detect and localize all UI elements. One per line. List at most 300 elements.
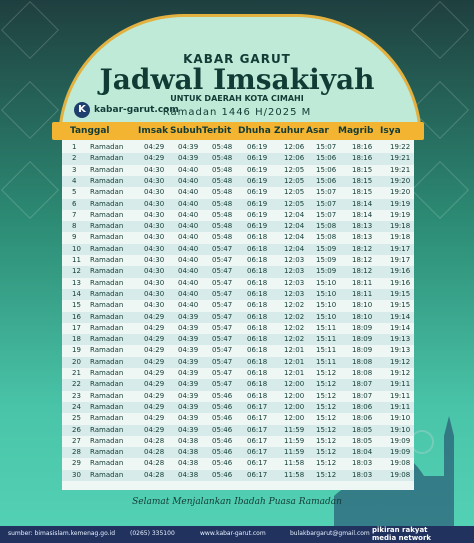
table-cell: 05:47 <box>212 369 233 377</box>
table-cell: 18:13 <box>352 233 373 242</box>
table-cell: 15:11 <box>316 346 337 355</box>
column-header-dhuha: Dhuha <box>238 126 271 136</box>
table-row <box>62 357 414 368</box>
table-cell: Ramadan <box>90 369 124 377</box>
site-url: kabar-garut.com <box>94 105 179 115</box>
table-cell: 04:40 <box>178 188 199 197</box>
table-cell: 15:12 <box>316 459 337 468</box>
table-cell: 04:30 <box>144 278 165 287</box>
table-cell: 19:08 <box>390 470 411 479</box>
table-cell: 27 <box>72 436 81 445</box>
table-cell: 19:17 <box>390 244 411 253</box>
table-cell: 19:12 <box>390 369 411 377</box>
table-cell: 05:48 <box>212 165 233 174</box>
table-cell: Ramadan <box>90 176 124 185</box>
footer-greeting: Selamat Menjalankan Ibadah Puasa Ramadan <box>132 497 342 507</box>
table-row <box>62 210 414 221</box>
table-cell: Ramadan <box>90 414 124 423</box>
table-cell: 18:15 <box>352 165 373 174</box>
table-row <box>62 402 414 413</box>
table-cell: 19:11 <box>390 391 411 400</box>
table-cell: 06:18 <box>247 323 268 332</box>
table-cell: 04:30 <box>144 256 165 264</box>
table-cell: 06:18 <box>247 278 268 287</box>
table-cell: 15:11 <box>316 357 337 366</box>
table-cell: 18:10 <box>352 301 373 310</box>
table-cell: 04:40 <box>178 176 199 185</box>
table-cell: 14 <box>72 289 81 298</box>
table-cell: 24 <box>72 402 81 411</box>
table-cell: 04:29 <box>144 357 165 366</box>
table-cell: Ramadan <box>90 222 124 231</box>
network-badge <box>372 526 464 543</box>
table-cell: 15:07 <box>316 188 337 197</box>
site-logo-icon: K <box>74 102 90 118</box>
table-cell: 12:05 <box>284 165 305 174</box>
table-cell: 04:38 <box>178 470 199 479</box>
table-cell: 06:17 <box>247 414 268 423</box>
page-subtitle: UNTUK DAERAH KOTA CIMAHI <box>170 94 304 103</box>
table-cell: 15:12 <box>316 391 337 400</box>
table-cell: 11:58 <box>284 459 305 468</box>
table-cell: 04:29 <box>144 154 165 163</box>
table-row <box>62 244 414 255</box>
table-cell: 19:13 <box>390 346 411 355</box>
table-cell: 04:29 <box>144 402 165 411</box>
table-cell: 15:06 <box>316 165 337 174</box>
table-cell: 18:07 <box>352 391 373 400</box>
table-cell: 11:59 <box>284 448 305 457</box>
table-cell: 05:46 <box>212 470 233 479</box>
table-cell: 2 <box>72 154 77 163</box>
table-cell: 15:12 <box>316 425 337 434</box>
table-cell: 05:47 <box>212 267 233 276</box>
table-cell: 3 <box>72 165 77 174</box>
table-cell: 15:12 <box>316 470 337 479</box>
table-cell: 22 <box>72 380 81 389</box>
footer-source: sumber: bimasislam.kemenag.go.id <box>8 530 116 537</box>
table-cell: 05:48 <box>212 176 233 185</box>
table-cell: 04:40 <box>178 267 199 276</box>
table-cell: 19:18 <box>390 222 411 231</box>
table-cell: 05:48 <box>212 143 233 151</box>
table-cell: Ramadan <box>90 267 124 276</box>
table-cell: 7 <box>72 210 77 219</box>
table-cell: 06:19 <box>247 210 268 219</box>
table-cell: 04:29 <box>144 143 165 151</box>
table-cell: 06:18 <box>247 289 268 298</box>
table-cell: 04:30 <box>144 222 165 231</box>
table-cell: 04:40 <box>178 199 199 208</box>
table-cell: Ramadan <box>90 448 124 457</box>
table-cell: 04:30 <box>144 210 165 219</box>
table-cell: 04:39 <box>178 312 199 321</box>
table-cell: 11:59 <box>284 425 305 434</box>
table-row <box>62 232 414 243</box>
table-row <box>62 413 414 424</box>
table-cell: 12:00 <box>284 414 305 423</box>
table-cell: 05:47 <box>212 278 233 287</box>
table-cell: 12:00 <box>284 391 305 400</box>
table-cell: 06:19 <box>247 154 268 163</box>
column-header-zuhur: Zuhur <box>274 126 305 136</box>
table-cell: 30 <box>72 470 81 479</box>
table-cell: 06:19 <box>247 199 268 208</box>
table-cell: 18:08 <box>352 357 373 366</box>
table-cell: 05:47 <box>212 380 233 389</box>
table-cell: 18:09 <box>352 335 373 344</box>
schedule-table <box>62 122 414 490</box>
table-cell: 05:46 <box>212 436 233 445</box>
table-cell: 12:06 <box>284 154 305 163</box>
table-cell: 12 <box>72 267 81 276</box>
table-cell: 15:07 <box>316 199 337 208</box>
table-cell: Ramadan <box>90 323 124 332</box>
table-cell: 4 <box>72 176 77 185</box>
table-cell: 15:06 <box>316 176 337 185</box>
table-cell: 12:01 <box>284 369 305 377</box>
table-cell: 06:18 <box>247 256 268 264</box>
table-cell: 19:21 <box>390 154 411 163</box>
table-cell: 04:29 <box>144 312 165 321</box>
table-row <box>62 345 414 356</box>
table-cell: 12:05 <box>284 188 305 197</box>
footer-email[interactable]: bulakbargarut@gmail.com <box>290 530 370 537</box>
table-cell: 13 <box>72 278 81 287</box>
table-cell: 18:05 <box>352 425 373 434</box>
table-cell: 18:12 <box>352 267 373 276</box>
table-cell: 04:40 <box>178 222 199 231</box>
table-cell: 15 <box>72 301 81 310</box>
table-cell: 1 <box>72 143 77 151</box>
table-cell: Ramadan <box>90 380 124 389</box>
table-cell: 15:11 <box>316 335 337 344</box>
table-cell: 04:39 <box>178 357 199 366</box>
table-row <box>62 266 414 277</box>
table-cell: 18:07 <box>352 380 373 389</box>
table-cell: 05:48 <box>212 222 233 231</box>
table-cell: Ramadan <box>90 210 124 219</box>
table-cell: 05:47 <box>212 335 233 344</box>
table-cell: 04:39 <box>178 335 199 344</box>
table-cell: 06:19 <box>247 188 268 197</box>
table-cell: 04:29 <box>144 369 165 377</box>
table-cell: Ramadan <box>90 289 124 298</box>
table-cell: 05:47 <box>212 346 233 355</box>
footer-web[interactable]: www.kabar-garut.com <box>200 530 266 537</box>
table-cell: 19 <box>72 346 81 355</box>
table-cell: 18 <box>72 335 81 344</box>
table-cell: 04:40 <box>178 210 199 219</box>
table-cell: 05:48 <box>212 154 233 163</box>
table-row <box>62 323 414 334</box>
table-cell: 12:05 <box>284 199 305 208</box>
table-cell: 21 <box>72 369 81 377</box>
table-cell: 18:11 <box>352 278 373 287</box>
table-cell: 12:02 <box>284 323 305 332</box>
column-header-imsak: Imsak <box>138 126 169 136</box>
table-cell: 11:58 <box>284 470 305 479</box>
table-cell: 6 <box>72 199 77 208</box>
table-cell: 29 <box>72 459 81 468</box>
table-cell: 05:46 <box>212 459 233 468</box>
table-cell: 06:18 <box>247 346 268 355</box>
table-cell: 04:29 <box>144 346 165 355</box>
table-cell: 16 <box>72 312 81 321</box>
table-cell: 06:17 <box>247 470 268 479</box>
table-cell: Ramadan <box>90 391 124 400</box>
table-cell: 12:04 <box>284 244 305 253</box>
table-header <box>52 122 424 140</box>
table-cell: 06:17 <box>247 436 268 445</box>
column-header-magrib: Magrib <box>338 126 374 136</box>
table-cell: 04:28 <box>144 436 165 445</box>
table-row <box>62 289 414 300</box>
table-cell: 12:02 <box>284 301 305 310</box>
table-cell: 19:10 <box>390 425 411 434</box>
table-cell: Ramadan <box>90 436 124 445</box>
table-cell: 18:12 <box>352 244 373 253</box>
hijri-date: Ramadan 1446 H/2025 M <box>162 107 312 118</box>
table-row <box>62 255 414 266</box>
table-row <box>62 379 414 390</box>
table-cell: 04:29 <box>144 391 165 400</box>
table-cell: 19:16 <box>390 278 411 287</box>
table-cell: 06:18 <box>247 244 268 253</box>
table-cell: 11 <box>72 256 81 264</box>
table-cell: 04:40 <box>178 165 199 174</box>
table-cell: 05:48 <box>212 199 233 208</box>
table-cell: 12:04 <box>284 233 305 242</box>
table-cell: 19:08 <box>390 459 411 468</box>
table-cell: 5 <box>72 188 77 197</box>
table-row <box>62 165 414 176</box>
table-cell: 04:30 <box>144 267 165 276</box>
table-cell: 04:39 <box>178 380 199 389</box>
column-header-isya: Isya <box>380 126 401 136</box>
table-cell: 04:40 <box>178 301 199 310</box>
table-cell: 06:17 <box>247 402 268 411</box>
table-cell: Ramadan <box>90 357 124 366</box>
table-cell: 06:18 <box>247 233 268 242</box>
table-cell: 04:30 <box>144 188 165 197</box>
table-cell: 18:14 <box>352 199 373 208</box>
table-cell: 15:09 <box>316 244 337 253</box>
table-cell: 19:19 <box>390 199 411 208</box>
table-cell: 12:03 <box>284 256 305 264</box>
table-cell: 19:22 <box>390 143 411 151</box>
table-row <box>62 391 414 402</box>
table-cell: 19:16 <box>390 267 411 276</box>
table-cell: 18:10 <box>352 312 373 321</box>
table-cell: Ramadan <box>90 199 124 208</box>
table-cell: 18:06 <box>352 414 373 423</box>
table-cell: Ramadan <box>90 233 124 242</box>
table-cell: 04:29 <box>144 425 165 434</box>
table-row <box>62 142 414 153</box>
table-cell: 12:03 <box>284 278 305 287</box>
table-cell: 18:13 <box>352 222 373 231</box>
table-cell: 12:05 <box>284 176 305 185</box>
table-cell: 06:19 <box>247 176 268 185</box>
table-cell: 18:16 <box>352 143 373 151</box>
table-cell: 12:01 <box>284 357 305 366</box>
table-cell: 18:08 <box>352 369 373 377</box>
table-cell: 15:12 <box>316 436 337 445</box>
table-cell: 12:04 <box>284 222 305 231</box>
table-cell: 06:19 <box>247 143 268 151</box>
table-cell: Ramadan <box>90 154 124 163</box>
table-cell: 05:47 <box>212 289 233 298</box>
table-cell: 18:03 <box>352 470 373 479</box>
table-cell: Ramadan <box>90 346 124 355</box>
table-cell: 04:30 <box>144 165 165 174</box>
table-cell: 19:20 <box>390 188 411 197</box>
table-cell: 19:11 <box>390 380 411 389</box>
table-cell: 04:39 <box>178 425 199 434</box>
table-cell: 04:40 <box>178 256 199 264</box>
table-cell: 06:17 <box>247 448 268 457</box>
table-cell: 04:38 <box>178 436 199 445</box>
table-cell: 15:07 <box>316 143 337 151</box>
site-link[interactable] <box>74 102 179 118</box>
table-cell: 06:18 <box>247 312 268 321</box>
table-cell: 15:11 <box>316 323 337 332</box>
table-cell: Ramadan <box>90 301 124 310</box>
footer-phone: (0265) 335100 <box>130 530 175 537</box>
table-cell: Ramadan <box>90 425 124 434</box>
table-cell: 05:47 <box>212 323 233 332</box>
column-header-tanggal: Tanggal <box>70 126 110 136</box>
table-cell: 06:19 <box>247 222 268 231</box>
table-cell: 18:09 <box>352 323 373 332</box>
table-cell: 12:01 <box>284 346 305 355</box>
table-cell: 06:19 <box>247 165 268 174</box>
table-cell: 12:06 <box>284 143 305 151</box>
badge-line-2: media network <box>372 534 432 542</box>
table-cell: 06:17 <box>247 459 268 468</box>
table-cell: 15:12 <box>316 448 337 457</box>
brand-name: KABAR GARUT <box>183 52 291 66</box>
table-cell: 19:21 <box>390 165 411 174</box>
table-cell: 04:28 <box>144 459 165 468</box>
table-cell: 05:47 <box>212 301 233 310</box>
table-cell: 04:28 <box>144 470 165 479</box>
table-row <box>62 334 414 345</box>
table-cell: 25 <box>72 414 81 423</box>
table-row <box>62 470 414 481</box>
table-cell: 05:46 <box>212 402 233 411</box>
table-cell: 11:59 <box>284 436 305 445</box>
table-cell: 15:06 <box>316 154 337 163</box>
table-cell: 04:29 <box>144 380 165 389</box>
table-cell: 05:48 <box>212 188 233 197</box>
table-cell: 19:14 <box>390 323 411 332</box>
table-cell: 04:30 <box>144 301 165 310</box>
column-header-asar: Asar <box>306 126 329 136</box>
table-row <box>62 436 414 447</box>
table-cell: 17 <box>72 323 81 332</box>
table-cell: 18:12 <box>352 256 373 264</box>
table-cell: 15:12 <box>316 402 337 411</box>
table-cell: 15:08 <box>316 222 337 231</box>
table-cell: 04:39 <box>178 154 199 163</box>
table-cell: 04:30 <box>144 244 165 253</box>
table-cell: 19:09 <box>390 436 411 445</box>
table-cell: 18:15 <box>352 188 373 197</box>
table-cell: 12:00 <box>284 402 305 411</box>
table-row <box>62 176 414 187</box>
table-cell: 05:47 <box>212 312 233 321</box>
table-cell: 04:40 <box>178 244 199 253</box>
table-cell: 04:30 <box>144 176 165 185</box>
table-cell: 05:46 <box>212 448 233 457</box>
table-cell: 12:03 <box>284 289 305 298</box>
table-row <box>62 312 414 323</box>
column-header-subuh: Subuh <box>170 126 203 136</box>
table-cell: 15:08 <box>316 233 337 242</box>
table-cell: 06:18 <box>247 267 268 276</box>
table-cell: 15:10 <box>316 278 337 287</box>
table-cell: 19:15 <box>390 289 411 298</box>
table-cell: 12:03 <box>284 267 305 276</box>
table-row <box>62 300 414 311</box>
table-row <box>62 458 414 469</box>
table-row <box>62 278 414 289</box>
table-row <box>62 221 414 232</box>
table-cell: 05:47 <box>212 244 233 253</box>
table-cell: 18:04 <box>352 448 373 457</box>
table-cell: Ramadan <box>90 402 124 411</box>
table-cell: 18:16 <box>352 154 373 163</box>
table-cell: 15:10 <box>316 312 337 321</box>
table-cell: 04:29 <box>144 323 165 332</box>
table-cell: 04:38 <box>178 448 199 457</box>
table-cell: 15:07 <box>316 210 337 219</box>
table-cell: Ramadan <box>90 312 124 321</box>
table-cell: 9 <box>72 233 77 242</box>
table-cell: 04:30 <box>144 233 165 242</box>
table-row <box>62 368 414 379</box>
table-cell: Ramadan <box>90 470 124 479</box>
table-cell: 15:12 <box>316 414 337 423</box>
table-row <box>62 425 414 436</box>
table-cell: 04:30 <box>144 289 165 298</box>
table-cell: 15:10 <box>316 301 337 310</box>
table-cell: 06:18 <box>247 335 268 344</box>
table-cell: Ramadan <box>90 256 124 264</box>
table-cell: 10 <box>72 244 81 253</box>
table-cell: 05:46 <box>212 391 233 400</box>
table-cell: 15:09 <box>316 256 337 264</box>
table-cell: 19:18 <box>390 233 411 242</box>
table-cell: 05:46 <box>212 414 233 423</box>
table-cell: 04:39 <box>178 143 199 151</box>
table-cell: Ramadan <box>90 278 124 287</box>
table-cell: 04:40 <box>178 233 199 242</box>
table-cell: Ramadan <box>90 244 124 253</box>
column-header-terbit: Terbit <box>202 126 232 136</box>
table-cell: 04:40 <box>178 278 199 287</box>
table-cell: 12:00 <box>284 380 305 389</box>
table-cell: 18:03 <box>352 459 373 468</box>
table-cell: Ramadan <box>90 188 124 197</box>
table-cell: 05:47 <box>212 357 233 366</box>
table-row <box>62 153 414 164</box>
table-cell: 15:12 <box>316 380 337 389</box>
table-cell: 19:09 <box>390 448 411 457</box>
table-cell: 06:18 <box>247 301 268 310</box>
